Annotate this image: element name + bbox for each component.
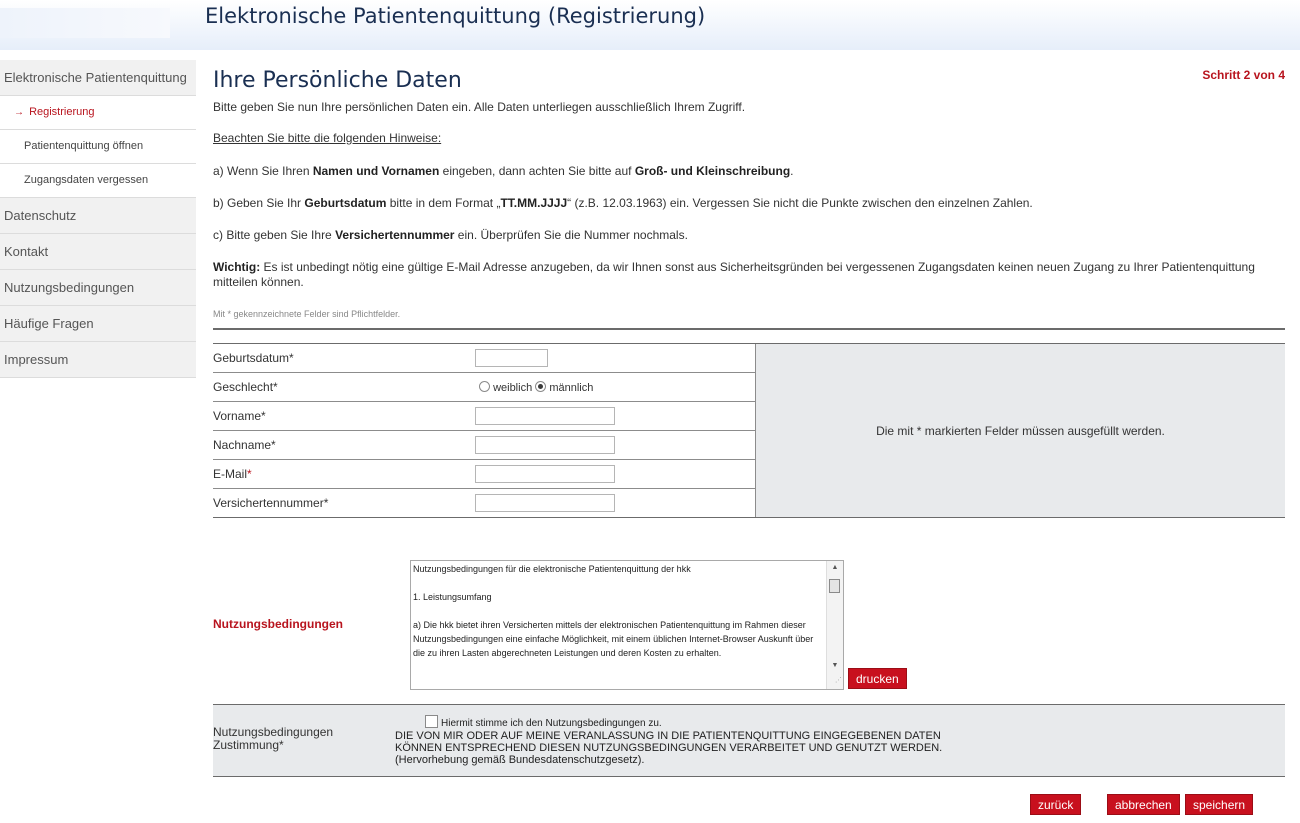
terms-scrollbar[interactable]: [826, 561, 843, 689]
terms-paragraph: Nutzungsbedingungen für die elektronische Patientenquittung der hkk: [413, 564, 691, 574]
gender-female-label: weiblich: [493, 382, 533, 394]
form-fields: [213, 344, 755, 518]
lastname-row: [213, 431, 755, 460]
hint-a: a) Wenn Sie Ihren Namen und Vornamen eingeben, dann achten Sie bitte auf Groß- und Kleinschreibung.: [213, 164, 794, 178]
sidebar-item-zugangsdaten-vergessen[interactable]: Zugangsdaten vergessen: [0, 164, 196, 198]
sidebar-item-quittung-oeffnen[interactable]: Patientenquittung öffnen: [0, 130, 196, 164]
consent-label: Nutzungsbedingungen Zustimmung*: [213, 725, 334, 752]
sidebar: [0, 60, 196, 378]
lastname-label: Nachname*: [213, 438, 276, 452]
divider: [213, 328, 1285, 330]
consent-text: Hiermit stimme ich den Nutzungsbedingungen zu. DIE VON MIR ODER AUF MEINE VERANLASSUNG IN DIE PATIENTENQUITTUNG EINGEGEBENEN DATEN KÖNNEN ENTSPRECHEND DIESEN NUTZUNGSBEDINGUNGEN VERARBEITET UND GENUTZT WERDEN. (Hervorhebung gemäß Bundesdatenschutzgesetz).: [395, 715, 942, 766]
logo: [0, 8, 170, 38]
required-fields-note: Mit * gekennzeichnete Felder sind Pflichtfelder.: [213, 309, 401, 319]
consent-checkbox-label[interactable]: Hiermit stimme ich den Nutzungsbedingungen zu.: [441, 718, 662, 729]
divider: [213, 517, 1285, 518]
consent-checkbox[interactable]: [425, 715, 438, 728]
email-row: [213, 460, 755, 489]
firstname-row: [213, 402, 755, 431]
gender-row: [213, 373, 755, 402]
birthdate-label: Geburtsdatum*: [213, 351, 294, 365]
scroll-thumb[interactable]: [829, 579, 840, 593]
back-button[interactable]: zurück: [1030, 794, 1081, 815]
lastname-input[interactable]: [475, 436, 615, 454]
terms-label: Nutzungsbedingungen: [213, 617, 343, 631]
page-header-title: Elektronische Patientenquittung (Registrierung): [205, 4, 706, 28]
step-indicator: Schritt 2 von 4: [1202, 68, 1285, 82]
firstname-label: Vorname*: [213, 409, 266, 423]
important-note-cont: mitteilen können.: [213, 275, 304, 289]
required-fields-message: Die mit * markierten Felder müssen ausgefüllt werden.: [755, 344, 1285, 518]
terms-paragraph: 1. Leistungsumfang: [413, 592, 492, 602]
intro-text: Bitte geben Sie nun Ihre persönlichen Daten ein. Alle Daten unterliegen ausschließlich Ihrem Zugriff.: [213, 100, 746, 114]
gender-male-label: männlich: [549, 382, 594, 394]
sidebar-item-haeufige-fragen[interactable]: Häufige Fragen: [0, 306, 196, 342]
insurance-number-input[interactable]: [475, 494, 615, 512]
birthdate-input[interactable]: [475, 349, 548, 367]
page-header: [0, 0, 1300, 50]
firstname-input[interactable]: [475, 407, 615, 425]
terms-paragraph: a) Die hkk bietet ihren Versicherten mittels der elektronischen Patientenquittung im Rahmen dieser Nutzungsbedingungen eine einfache Möglichkeit, mit einem üblichen Internet-Browser Auskunft über die zu ihren Lasten abgerechneten Leistungen und deren Kosten zu erhalten.: [413, 620, 814, 658]
email-label: E-Mail*: [213, 467, 252, 481]
arrow-right-icon: →: [14, 107, 24, 118]
scroll-down-icon[interactable]: ▼: [831, 662, 839, 669]
gender-label: Geschlecht*: [213, 380, 278, 394]
email-input[interactable]: [475, 465, 615, 483]
insurance-number-label: Versichertennummer*: [213, 496, 329, 510]
scroll-up-icon[interactable]: ▲: [831, 564, 839, 571]
insurance-number-row: [213, 489, 755, 518]
birthdate-row: [213, 344, 755, 373]
gender-radio-group: [479, 381, 593, 394]
hints-heading: Beachten Sie bitte die folgenden Hinweise:: [213, 131, 442, 145]
cancel-button[interactable]: abbrechen: [1107, 794, 1180, 815]
gender-female-radio[interactable]: [479, 381, 490, 392]
hint-b: b) Geben Sie Ihr Geburtsdatum bitte in dem Format „TT.MM.JJJJ“ (z.B. 12.03.1963) ein. Vergessen Sie nicht die Punkte zwischen den einzelnen Zahlen.: [213, 196, 1033, 210]
sidebar-item-datenschutz[interactable]: Datenschutz: [0, 198, 196, 234]
sidebar-item-patientenquittung[interactable]: Elektronische Patientenquittung: [0, 60, 196, 96]
personal-data-form: [213, 344, 1285, 518]
resize-grip-icon[interactable]: ⋰: [835, 677, 842, 684]
sidebar-item-registrierung[interactable]: → Registrierung: [0, 96, 196, 130]
sidebar-item-nutzungsbedingungen[interactable]: Nutzungsbedingungen: [0, 270, 196, 306]
important-note: Wichtig: Es ist unbedingt nötig eine gültige E-Mail Adresse anzugeben, da wir Ihnen sonst aus Sicherheitsgründen bei vergessenen Zugangsdaten keinen neuen Zugang zu Ihrer Patientenquittung: [213, 260, 1255, 274]
terms-consent-section: [213, 704, 1285, 777]
sidebar-item-impressum[interactable]: Impressum: [0, 342, 196, 378]
page-title: Ihre Persönliche Daten: [213, 68, 462, 93]
save-button[interactable]: speichern: [1185, 794, 1253, 815]
hint-c: c) Bitte geben Sie Ihre Versichertennummer ein. Überprüfen Sie die Nummer nochmals.: [213, 228, 688, 242]
gender-male-radio[interactable]: [535, 381, 546, 392]
sidebar-item-kontakt[interactable]: Kontakt: [0, 234, 196, 270]
terms-textarea[interactable]: [410, 560, 844, 690]
print-button[interactable]: drucken: [848, 668, 907, 689]
